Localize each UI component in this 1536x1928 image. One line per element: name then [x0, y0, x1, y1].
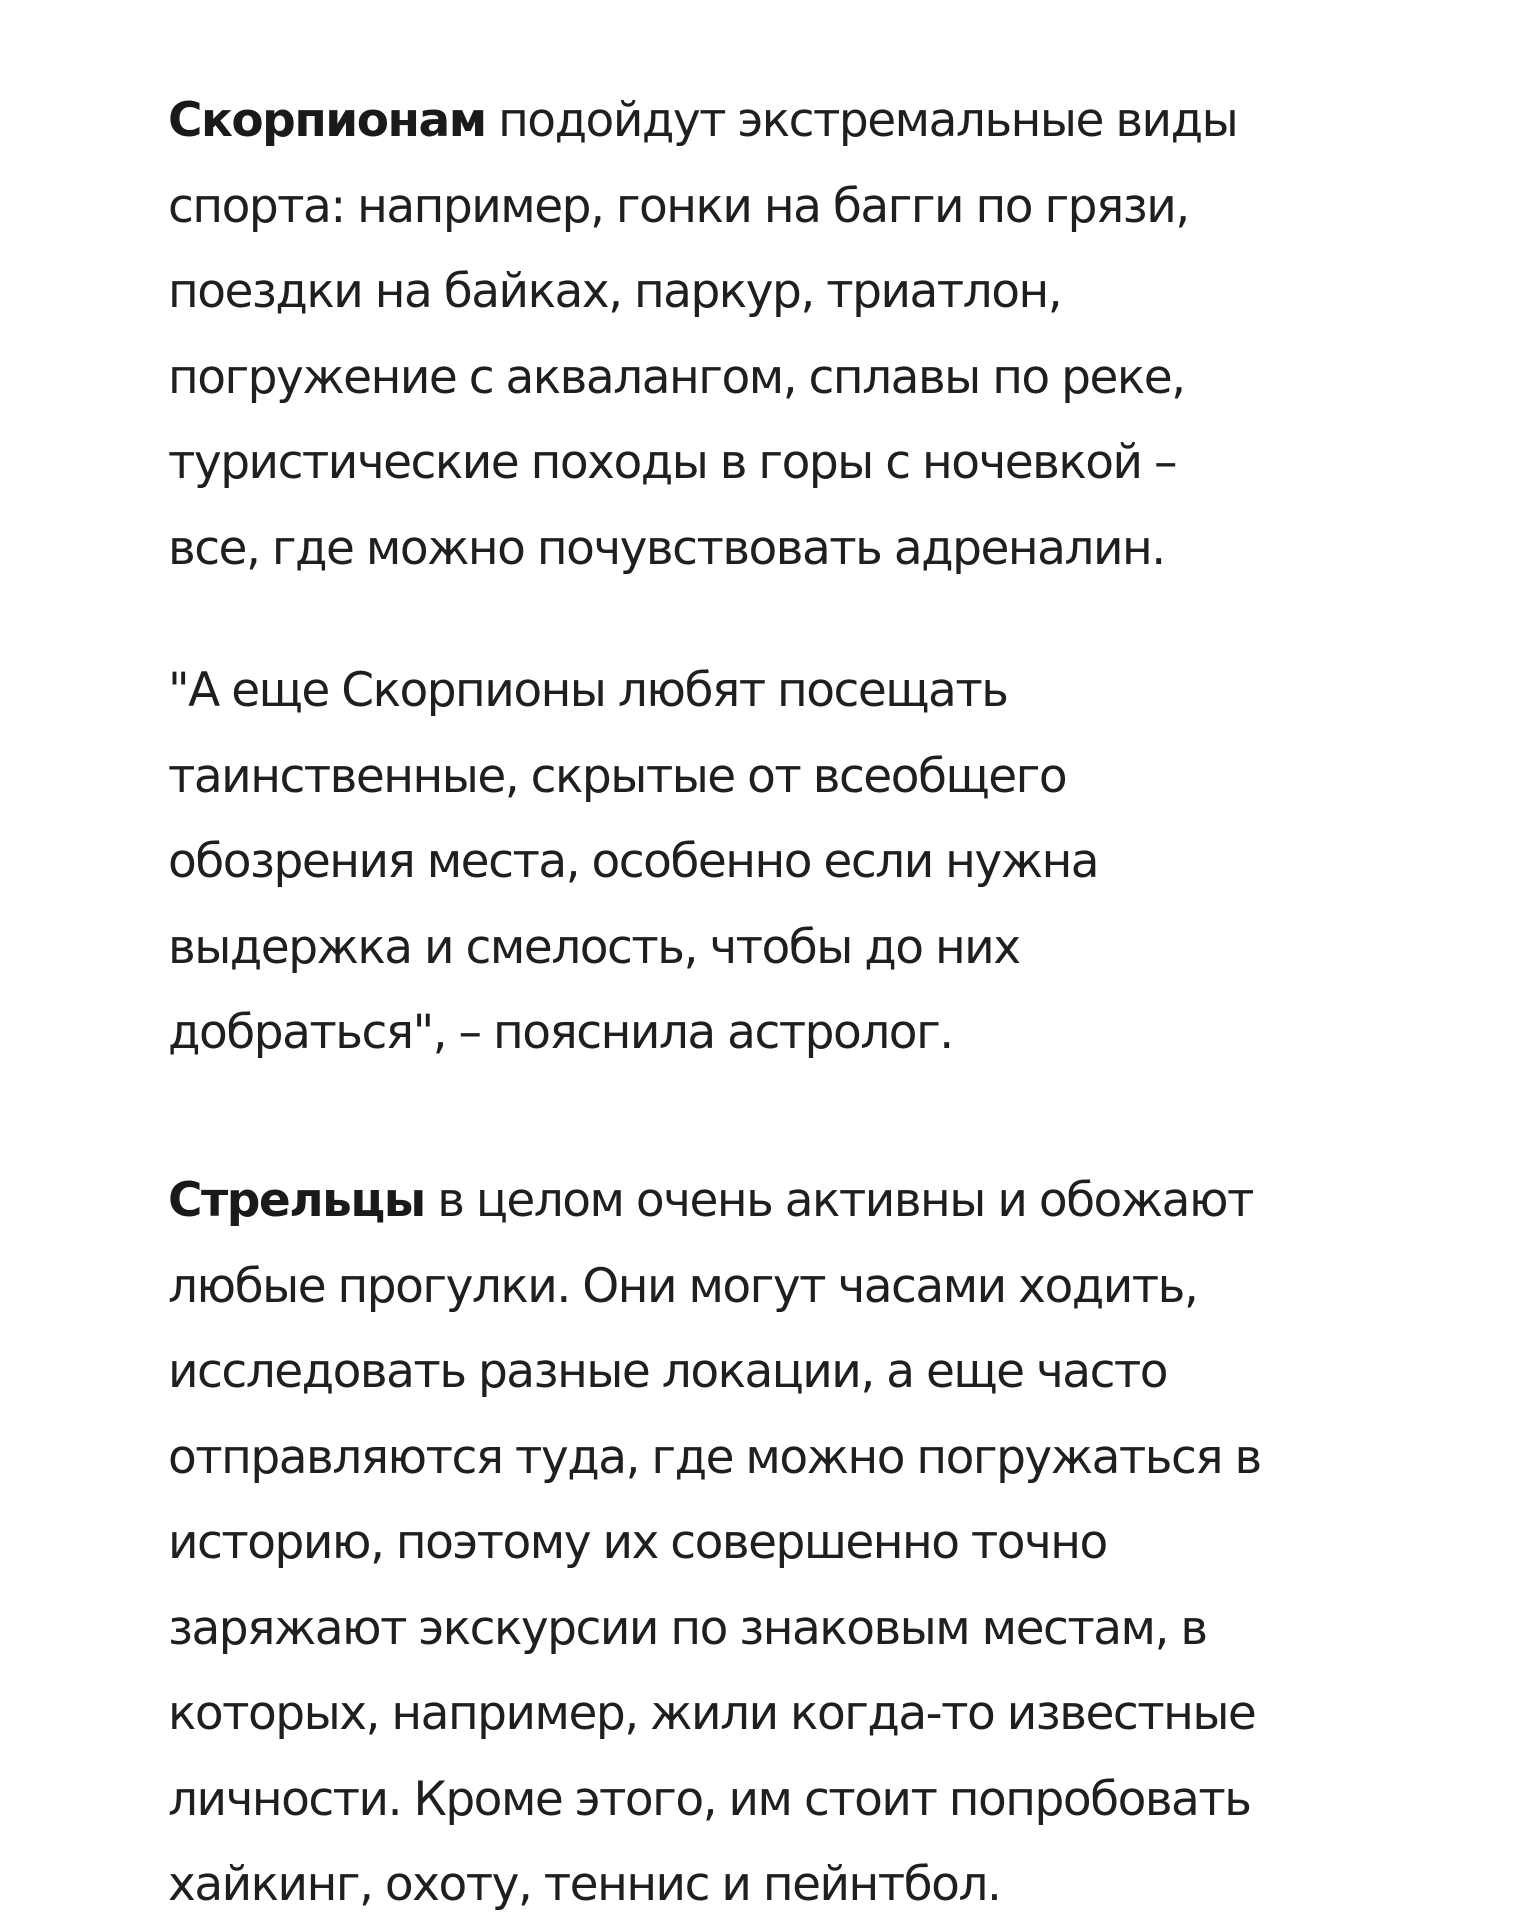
paragraph-line: личности. Кроме этого, им стоит попробовать	[168, 1771, 1251, 1827]
paragraph-line: "А еще Скорпионы любят посещать	[168, 663, 1008, 718]
paragraph-line	[168, 1158, 1261, 1244]
paragraph-line: историю, поэтому их совершенно точно	[168, 1515, 1107, 1570]
line-text: подойдут экстремальные виды	[485, 93, 1238, 148]
lead-word-sagittarius: Стрельцы	[168, 1173, 425, 1228]
paragraph-line: добраться", – пояснила астролог.	[168, 1005, 953, 1060]
paragraph-line: исследовать разные локации, а еще часто	[168, 1344, 1168, 1399]
paragraph-line: отправляются туда, где можно погружаться в	[168, 1429, 1261, 1485]
article-body	[168, 78, 1408, 1912]
paragraph-line: туристические походы в горы с ночевкой –	[168, 435, 1177, 490]
paragraph-line: выдержка и смелость, чтобы до них	[168, 919, 1020, 975]
paragraph-line: хайкинг, охоту, теннис и пейнтбол.	[168, 1857, 1001, 1912]
paragraph-line: любые прогулки. Они могут часами ходить,	[168, 1258, 1198, 1314]
paragraph-line: погружение с аквалангом, сплавы по реке,	[168, 349, 1185, 405]
paragraph-scorpio	[168, 78, 1408, 591]
paragraph-line	[168, 78, 1408, 164]
paragraph-line: все, где можно почувствовать адреналин.	[168, 520, 1165, 576]
paragraph-line: обозрения места, особенно если нужна	[168, 834, 1099, 889]
paragraph-line: поездки на байках, паркур, триатлон,	[168, 264, 1062, 319]
paragraph-sagittarius	[168, 1158, 1261, 1928]
paragraph-line: заряжают экскурсии по знаковым местам, в	[168, 1600, 1207, 1656]
paragraph-line: спорта: например, гонки на багги по грязи,	[168, 178, 1189, 234]
paragraph-line: которых, например, жили когда-то известные	[168, 1686, 1256, 1741]
paragraph-line: таинственные, скрытые от всеобщего	[168, 748, 1067, 804]
lead-word-scorpio: Скорпионам	[168, 93, 486, 148]
paragraph-quote	[168, 648, 1098, 1076]
line-text: в целом очень активны и обожают	[424, 1173, 1253, 1228]
